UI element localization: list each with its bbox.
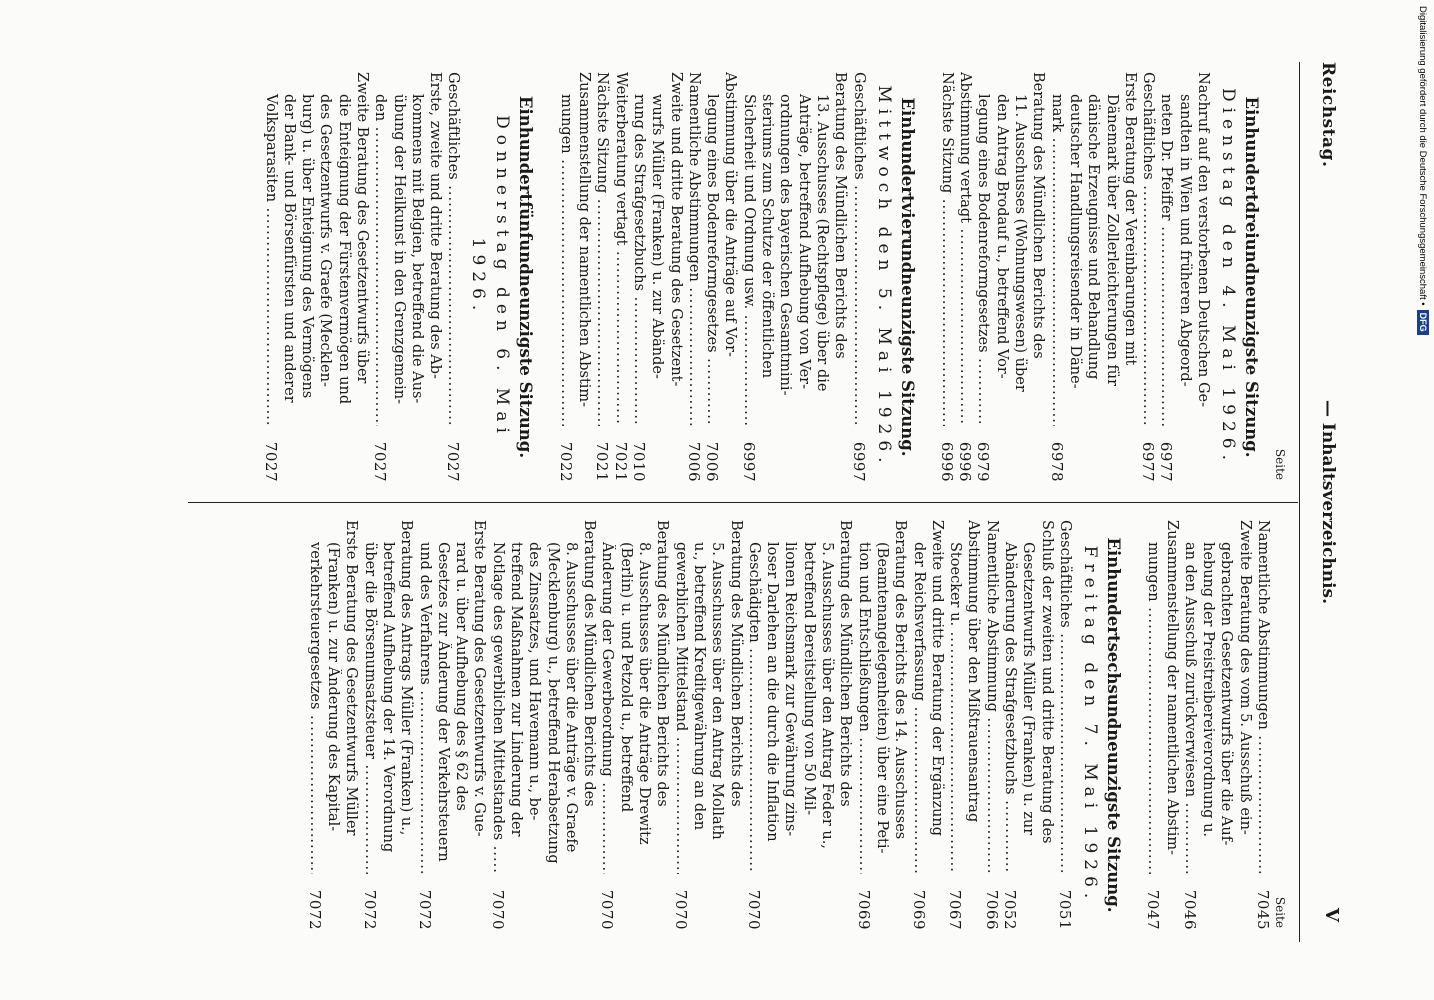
page-number: V [1321,908,1342,922]
toc-page-number: 7027 [371,441,390,482]
toc-entry [1144,520,1181,930]
toc-page-number: 6978 [1047,441,1066,482]
toc-entry-line: hebung der Preistreibereiverordnung u. [1200,542,1217,838]
section-gap [547,72,557,482]
toc-page-number: 7066 [982,889,1001,930]
session-date: Donnerstag den 6. Mai 1926. [468,115,513,439]
column-divider [188,502,1298,503]
toc-entry-line: neten Dr. Pfeiffer ..... [1157,72,1175,426]
toc-entry-line: an den Ausschuß zurückverwiesen ..... [1181,520,1199,874]
toc-entry-line: Gesetzentwurfs Müller (Franken) u. zur [1020,542,1037,836]
toc-entry [598,520,671,930]
toc-entry-line: übung der Heilkunst in den Grenzgemein- [390,94,407,404]
toc-entry-line: Namentliche Abstimmungen ..... [1254,520,1272,874]
toc-entry-line: Weiterberatung vertagt ..... [611,72,629,426]
toc-entry-line: verkehrsteuergesetzes ..... [305,520,323,874]
toc-entry-line: 13. Ausschusses (Rechtspflege) über die [813,94,830,392]
toc-entry [1254,520,1272,930]
toc-entry-line: Zusammenstellung der namentlichen Abstim- [1163,520,1180,856]
toc-page-number: 7021 [593,441,612,482]
toc-page-number: 7067 [946,889,965,930]
toc-entry-line: (Franken) u. zur Änderung des Kapital- [325,542,342,832]
toc-entry-line: Beratung des Berichts des 14. Ausschusses [892,520,909,840]
toc-page-number: 7006 [684,441,703,482]
toc-page-number: 6996 [956,441,975,482]
toc-entry-line: legung eines Bodenreformgesetzes ..... [703,72,721,426]
toc-entry [261,72,371,482]
toc-entry-line: wurfs Müller (Franken) u. zur Abände- [649,94,666,379]
toc-entry-line: ordnungen des bayerischen Gesamtmini- [777,94,794,396]
session-title: Einhundertdreiundneunzigste Sitzung. [1242,96,1261,458]
toc-page-number: 6997 [849,441,868,482]
toc-entry-line: 11. Ausschusses (Wohnungswesen) über [1012,94,1029,392]
toc-page-number: 7070 [488,889,507,930]
toc-entry-line: dänische Erzeugnisse und Behandlung [1085,94,1102,380]
toc-entry-line: Volksparasiten ..... [261,72,279,426]
toc-page-number: 7021 [611,441,630,482]
toc-entry [982,520,1000,930]
toc-page-number: 7069 [854,889,873,930]
toc-page-number: 6997 [739,441,758,482]
toc-entry-line: Beratung des Mündlichen Berichts des [654,520,671,807]
toc-page-number: 7022 [556,441,575,482]
toc-entry-line: Änderung der Gewerbeordnung ..... [598,520,616,874]
toc-entry-line: sandten in Wien und früheren Abgeord- [1176,94,1193,387]
toc-page-number: 7010 [629,441,648,482]
session-title: Einhundertfünfundneunzigste Sitzung. [516,95,536,459]
toc-entry [1056,520,1074,930]
toc-entry [305,520,360,930]
column-left [251,72,1288,482]
digitization-note-text: Digitalisierung gefördert durch die Deutsche Forschungsgemeinschaft • [1417,6,1428,306]
page-header [1299,62,1360,942]
toc-entry-line: Abstimmung über den Mißtrauensantrag [965,520,982,823]
toc-entry-line: Beratung des Mündlichen Berichts des [581,520,598,807]
session-title: Einhundertvierundneunzigste Sitzung. [897,97,917,457]
toc-entry-line: Zweite Beratung des Gesetzentwurfs über [354,72,371,384]
toc-entry [745,520,855,930]
toc-entry-line: Geschäftliches ..... [849,72,867,426]
toc-entry [444,72,462,482]
toc-entry-line: loser Darlehen an die durch die Inflation [764,542,781,842]
toc-entry-line: Erste, zweite und dritte Beratung des Ab- [427,72,444,379]
toc-page-number: 6979 [974,441,993,482]
rotated-page [120,62,1360,942]
toc-entry [1139,72,1157,482]
toc-page-number: 7006 [703,441,722,482]
toc-page-number: 7027 [444,441,463,482]
toc-entry-line: deutscher Handlungsreisender in Däne- [1066,94,1083,389]
session-title: Einhundertsechsundneunzigste Sitzung. [1103,537,1123,913]
toc-entry [611,72,629,482]
section-gap [295,520,305,930]
toc-entry-line: Abstimmung über die Anträge auf Vor- [722,72,739,357]
toc-entry-line: Beratung des Mündlichen Berichts des [727,520,744,807]
toc-entry-line: über die Börsenumsatzsteuer ..... [360,520,378,874]
header-left-title: Reichstag. [1318,62,1338,168]
toc-entry-line: treffend Maßnahmen zur Linderung der [508,542,525,837]
toc-entry-line: Geschädigten ..... [745,520,763,874]
toc-page-number: 7046 [1180,889,1199,930]
toc-entry-line: Nachruf auf den verstorbenen Deutschen Ge- [1195,72,1211,408]
toc-entry-line: Erste Beratung des Gesetzentwurfs v. Gue- [471,520,488,837]
session-date: Freitag den 7. Mai 1926. [1079,545,1100,905]
toc-entry [938,72,956,482]
toc-page-number: 6977 [1157,441,1176,482]
toc-entry-line: Notlage des gewerblichen Mittelstandes ..... [488,520,506,874]
toc-entry-line: Gesetzes zur Änderung der Verkehrsteuern [434,542,451,862]
toc-entry [415,520,488,930]
digitization-strip [1412,6,1434,416]
toc-entry-line: betreffend Bereitstellung von 50 Mil- [800,542,817,816]
session-date: Mittwoch den 5. Mai 1926. [873,85,894,469]
toc-entry-line: Dänemark über Zollerleichterungen für [1103,94,1120,387]
toc-page-number: 7070 [744,889,763,930]
toc-entry [671,520,744,930]
toc-entry-line: Schluß der zweiten und dritte Beratung des [1038,520,1055,844]
toc-entry-line: Geschäftliches ..... [1139,72,1157,426]
toc-entry [1157,72,1212,482]
toc-page-number: 7051 [1055,889,1074,930]
toc-entry [593,72,611,482]
toc-entry-line: (Mecklenburg) u., betreffend Herabsetzung [544,542,561,864]
toc-entry-line: und des Verfahrens ..... [415,520,433,874]
toc-entry-line: steriums zum Schutze der öffentlichen [759,94,776,379]
toc-entry-line: Erste Beratung des Gesetzentwurfs Müller [343,520,360,836]
toc-entry-line: der Bank- und Börsenfürsten und anderer [280,94,297,403]
toc-entry [685,72,703,482]
toc-entry-line: des Gesetzentwurfs v. Graefe (Mecklen- [317,94,334,387]
toc-entry-line: Beratung des Mündlichen Berichts des [832,72,849,359]
toc-entry-line: Zweite und dritte Beratung der Ergänzung [928,520,945,836]
digitization-note [1412,6,1434,416]
toc-entry-line: Nächste Sitzung ..... [938,72,956,426]
toc-page-number: 7072 [305,889,324,930]
toc-entry [557,72,594,482]
toc-entry-line: 5. Ausschusses über den Antrag Feder u., [819,542,836,849]
toc-entry [849,72,867,482]
toc-page-number: 7027 [261,441,280,482]
toc-entry-line: Namentliche Abstimmungen ..... [685,72,703,426]
toc-entry [1001,520,1056,930]
toc-entry-line: Erste Beratung der Vereinbarungen mit [1121,72,1138,366]
toc-page-number: 6977 [1139,441,1158,482]
seite-label: Seite [1273,896,1287,928]
toc-entry-line: Sicherheit und Ordnung usw. ..... [739,72,757,426]
toc-entry-line: den Antrag Brodauf u., betreffend Vor- [993,94,1010,379]
toc-entry-line: betreffend Aufhebung der 14. Verordnung [379,542,396,853]
session-date: Dienstag den 4. Mai 1926. [1218,87,1238,467]
dfg-logo: DFG [1417,310,1429,335]
toc-entry [360,520,415,930]
toc-entry-line: 5. Ausschusses über den Antrag Mollath [709,542,726,840]
toc-entry-line: des Zinssatzes, und Havemann u., be- [526,542,543,821]
header-center-title: — Inhaltsverzeichnis. [1318,399,1338,605]
toc-entry [956,72,974,482]
toc-page-number: 7070 [671,889,690,930]
toc-entry-line: der Reichsverfassung ..... [909,520,927,874]
toc-entry-line: mungen ..... [557,72,575,426]
toc-entry-line: (Beamtenangelegenheiten) über eine Peti- [873,542,890,854]
toc-entry-line: legung eines Bodenreformgesetzes ..... [974,72,992,426]
toc-entry [1181,520,1254,930]
toc-entry-line: Zweite und dritte Beratung des Gesetzent- [667,72,684,387]
toc-entry-line: 8. Ausschusses über die Anträge Drewitz [636,542,653,845]
toc-entry-line: Abstimmung vertagt ..... [956,72,974,426]
toc-entry-line: mungen ..... [1144,520,1162,874]
toc-page-number: 7047 [1144,889,1163,930]
toc-entry [371,72,444,482]
toc-entry-line: Beratung des Mündlichen Berichts des [837,520,854,807]
toc-entry [1047,72,1138,482]
toc-entry-line: gewerblichen Mittelstand ..... [671,520,689,874]
toc-entry-line: Beratung des Antrags Müller (Franken) u., [398,520,415,836]
toc-page-number: 7072 [360,889,379,930]
toc-entry [854,520,909,930]
toc-entry-line: Zusammenstellung der namentlichen Abstim- [576,72,593,408]
toc-entry [703,72,740,482]
toc-entry-line: rung des Strafgesetzbuchs ..... [630,72,648,426]
toc-page-number: 7052 [1001,889,1020,930]
toc-entry-line: rard u. über Aufhebung des § 62 des [453,542,470,811]
toc-entry-line: Stoecker u. ..... [946,520,964,874]
toc-entry-line: Namentliche Abstimmung ..... [982,520,1000,874]
toc-entry-line: u., betreffend Kreditgewährung an den [690,542,707,831]
toc-entry [488,520,598,930]
toc-entry-line: Nächste Sitzung ..... [593,72,611,426]
toc-entry [974,72,1047,482]
toc-entry-line: (Berlin) u. und Petzold u., betreffend [617,542,634,813]
toc-page-number: 6996 [937,441,956,482]
toc-entry-line: Abänderung des Strafgesetzbuchs ..... [1001,520,1019,874]
toc-entry-line: gebrachten Gesetzentwurfs über die Auf- [1218,542,1235,846]
toc-page-number: 7069 [909,889,928,930]
seite-label: Seite [1273,448,1287,480]
section-gap [1134,520,1144,930]
section-gap [928,72,938,482]
toc-entry [909,520,946,930]
toc-entry-line: Geschäftliches ..... [444,72,462,426]
toc-entry [630,72,685,482]
toc-entry-line: Zweite Beratung des vom 5. Ausschuß ein- [1236,520,1253,835]
toc-entry [946,520,983,930]
toc-entry-line: 8. Ausschusses über die Anträge v. Graefe [562,542,579,853]
section-gap [251,72,261,482]
toc-entry-line: die Enteignung der Fürstenvermögen und [335,94,352,405]
toc-entry-line: mark ..... [1047,72,1065,426]
toc-entry-line: Geschäftliches ..... [1056,520,1074,874]
toc-entry-line: burg) u. über Enteignung des Vermögens [299,94,316,399]
toc-entry-line: tion und Entschließungen ..... [854,520,872,874]
toc-entry [739,72,849,482]
toc-entry-line: lionen Reichsmark zur Gewährung zins- [782,542,799,837]
toc-page-number: 7045 [1254,889,1272,930]
toc-entry-line: den ..... [371,72,389,426]
toc-entry-line: Anträge, betreffend Aufhebung von Ver- [795,94,812,389]
column-right [295,520,1288,930]
toc-entry-line: kommens mit Belgien, betreffend die Aus- [408,94,425,404]
toc-page-number: 7070 [598,889,617,930]
toc-entry-line: Beratung des Mündlichen Berichts des [1030,72,1047,359]
toc-page-number: 7072 [415,889,434,930]
